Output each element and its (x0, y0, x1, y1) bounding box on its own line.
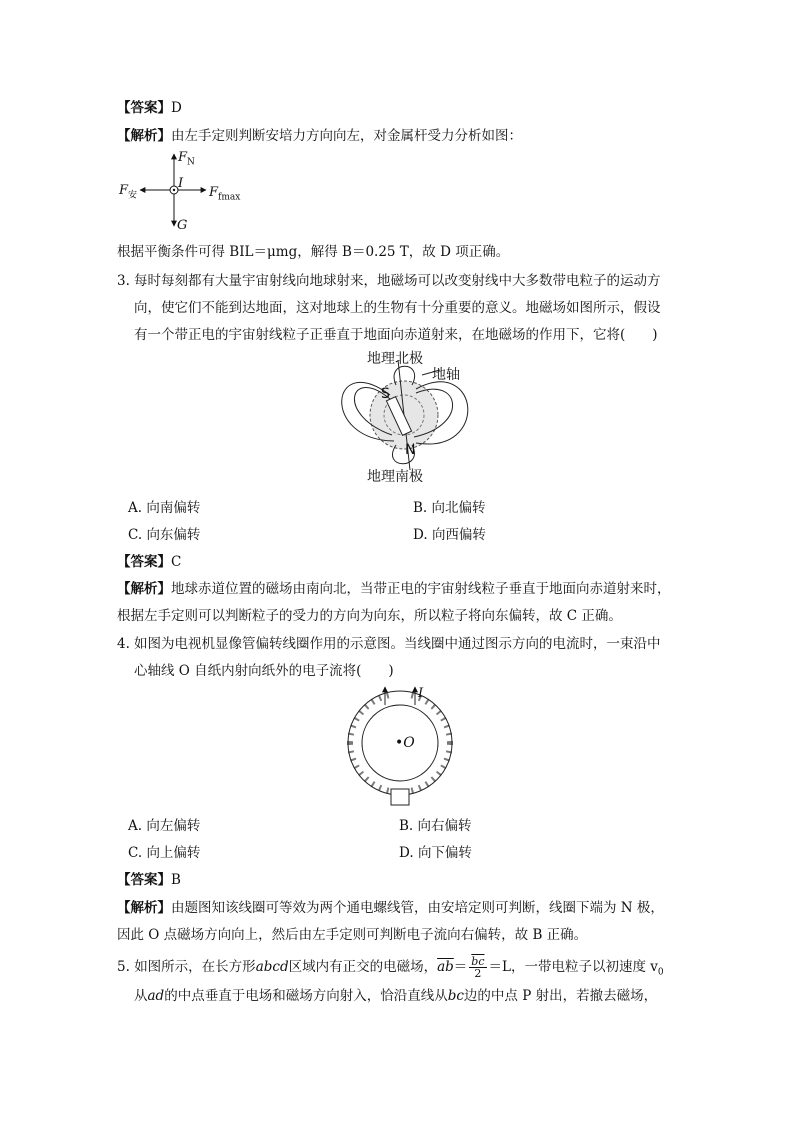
q5-line-1: 5. 如图所示，在长方形abcd区域内有正交的电磁场，$\overline{ab}=$ $\frac{\overline{bc}}{2}$ ＝L，一带电粒子以初速度 $v_0$ (117, 955, 664, 980)
q3-analysis-1: 【解析】地球赤道位置的磁场由南向北，当带正电的宇宙射线粒子垂直于地面向赤道射来时， (117, 581, 671, 597)
q4-analysis-1: 【解析】由题图知该线圈可等效为两个通电螺线管，由安培定则可判断，线圈下端为 N 极， (117, 900, 664, 916)
analysis-label: 【解析】 (117, 128, 171, 144)
q4-option-d: D. 向下偏转 (399, 845, 472, 861)
q3-stem-1: 每时每刻都有大量宇宙射线向地球射来，地磁场可以改变射线中大多数带电粒子的运动方 (134, 273, 661, 289)
q2-analysis (117, 127, 522, 145)
g-label: G (177, 218, 188, 233)
q2-conclusion: 根据平衡条件可得 BIL＝μmg，解得 B＝0.25 T，故 D 项正确。 (117, 244, 510, 260)
q4-stem-2: 心轴线 O 自纸内射向纸外的电子流将( ) (134, 663, 394, 679)
ff-label: $F_{fmax}$ (209, 185, 241, 203)
q3-stem-2: 向，使它们不能到达地面，这对地球上的生物有十分重要的意义。地磁场如图所示，假设 (134, 300, 661, 316)
q3-option-a: A. 向南偏转 (128, 500, 201, 516)
rod-dot (173, 189, 175, 191)
q4-option-c: C. 向上偏转 (128, 845, 201, 861)
analysis-text: 由左手定则判断安培力方向向左，对金属杆受力分析如图： (171, 128, 522, 144)
answer-value: D (171, 100, 182, 116)
q2-answer (117, 99, 182, 117)
q3-number: 3. (117, 273, 130, 289)
current-label: I (418, 686, 424, 701)
q3-option-d: D. 向西偏转 (413, 527, 486, 543)
q4-stem-1: 如图为电视机显像管偏转线圈作用的示意图。当线圈中通过图示方向的电流时，一束沿中 (134, 636, 661, 652)
geo-south-label: 地理南极 (367, 469, 423, 485)
q3-option-b: B. 向北偏转 (413, 500, 486, 516)
geo-north-label: 地理北极 (367, 351, 423, 367)
q3-stem-3: 有一个带正电的宇宙射线粒子正垂直于地面向赤道射来，在地磁场的作用下，它将( ) (134, 327, 658, 343)
earth-axis-label: 地轴 (432, 367, 460, 383)
fan-label: $F_安$ (119, 183, 138, 201)
q4-option-b: B. 向右偏转 (399, 818, 472, 834)
q5-number: 5. (117, 959, 130, 975)
bc-over-2: $\frac{\overline{bc}}{2}$ (471, 955, 485, 980)
q3-option-c: C. 向东偏转 (128, 527, 201, 543)
q4-answer: 【答案】B (117, 872, 181, 888)
q4-number: 4. (117, 636, 130, 652)
n-pole-label: N (405, 442, 416, 458)
q3-analysis-2: 根据左手定则可以判断粒子的受力的方向为向东，所以粒子将向东偏转，故 C 正确。 (117, 608, 622, 624)
s-pole-label: S (381, 386, 390, 402)
q5-line-2: 从ad的中点垂直于电场和磁场方向射入，恰沿直线从bc边的中点 P 射出，若撤去磁场， (134, 988, 658, 1004)
q4-option-a: A. 向左偏转 (128, 818, 201, 834)
o-center-label: •O (395, 735, 415, 751)
q3-answer: 【答案】C (117, 554, 182, 570)
fn-label: $F_N$ (178, 150, 195, 168)
q4-analysis-2: 因此 O 点磁场方向向上，然后由左手定则可判断电子流向右偏转，故 B 正确。 (117, 927, 588, 943)
coil-connector (391, 789, 409, 805)
i-label: I (178, 176, 184, 191)
answer-label: 【答案】 (117, 100, 171, 116)
